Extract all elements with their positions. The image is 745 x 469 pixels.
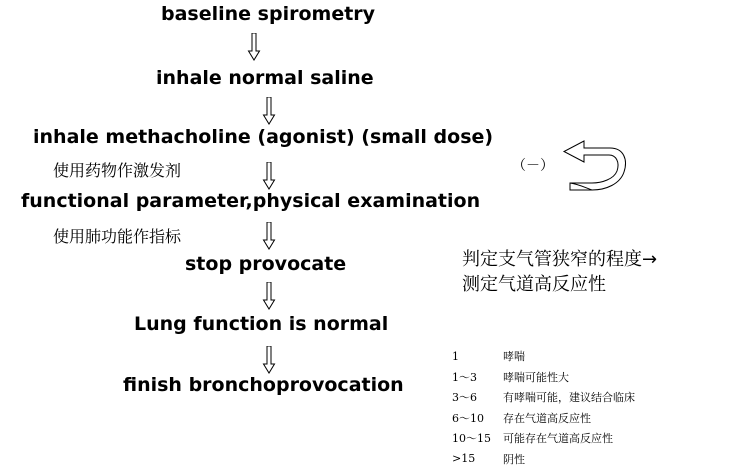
result-legend bbox=[452, 346, 635, 469]
legend-range: 1～3 bbox=[452, 369, 503, 385]
note-lung-function-index: 使用肺功能作指标 bbox=[53, 224, 181, 247]
legend-range: 6～10 bbox=[452, 410, 503, 426]
legend-range: 1 bbox=[452, 350, 503, 363]
step-baseline-spirometry: baseline spirometry bbox=[161, 3, 375, 25]
legend-meaning: 阴性 bbox=[503, 451, 525, 467]
negative-result-label: （－） bbox=[512, 155, 554, 175]
legend-row bbox=[452, 387, 635, 408]
legend-meaning: 存在气道高反应性 bbox=[503, 410, 591, 426]
legend-range: 10～15 bbox=[452, 430, 503, 446]
legend-meaning: 哮喘可能性大 bbox=[503, 369, 569, 385]
step-inhale-normal-saline: inhale normal saline bbox=[156, 67, 374, 89]
step-finish-bronchoprovocation: finish bronchoprovocation bbox=[123, 374, 404, 396]
legend-row bbox=[452, 367, 635, 388]
down-arrow-icon bbox=[262, 97, 276, 125]
legend-range: 3～6 bbox=[452, 389, 503, 405]
legend-meaning: 可能存在气道高反应性 bbox=[503, 430, 613, 446]
legend-meaning: 有哮喘可能，建议结合临床 bbox=[503, 389, 635, 405]
judgement-line-1: 判定支气管狭窄的程度→ bbox=[462, 247, 657, 272]
judgement-line-2: 测定气道高反应性 bbox=[462, 272, 657, 297]
legend-row bbox=[452, 449, 635, 469]
note-drug-provocation: 使用药物作激发剂 bbox=[53, 158, 181, 181]
down-arrow-icon bbox=[262, 222, 276, 250]
down-arrow-icon bbox=[262, 282, 276, 310]
legend-row bbox=[452, 346, 635, 367]
judgement-text bbox=[462, 247, 657, 297]
legend-range: >15 bbox=[452, 452, 503, 465]
down-arrow-icon bbox=[262, 162, 276, 190]
feedback-loop-arrow-icon bbox=[562, 138, 632, 198]
legend-row bbox=[452, 428, 635, 449]
down-arrow-icon bbox=[247, 33, 261, 61]
step-lung-function-normal: Lung function is normal bbox=[134, 313, 388, 335]
step-stop-provocate: stop provocate bbox=[185, 253, 346, 275]
legend-meaning: 哮喘 bbox=[503, 348, 525, 364]
step-functional-parameter: functional parameter,physical examination bbox=[21, 190, 480, 212]
down-arrow-icon bbox=[262, 346, 276, 374]
legend-row bbox=[452, 408, 635, 429]
step-inhale-methacholine: inhale methacholine (agonist) (small dose) bbox=[33, 126, 493, 148]
